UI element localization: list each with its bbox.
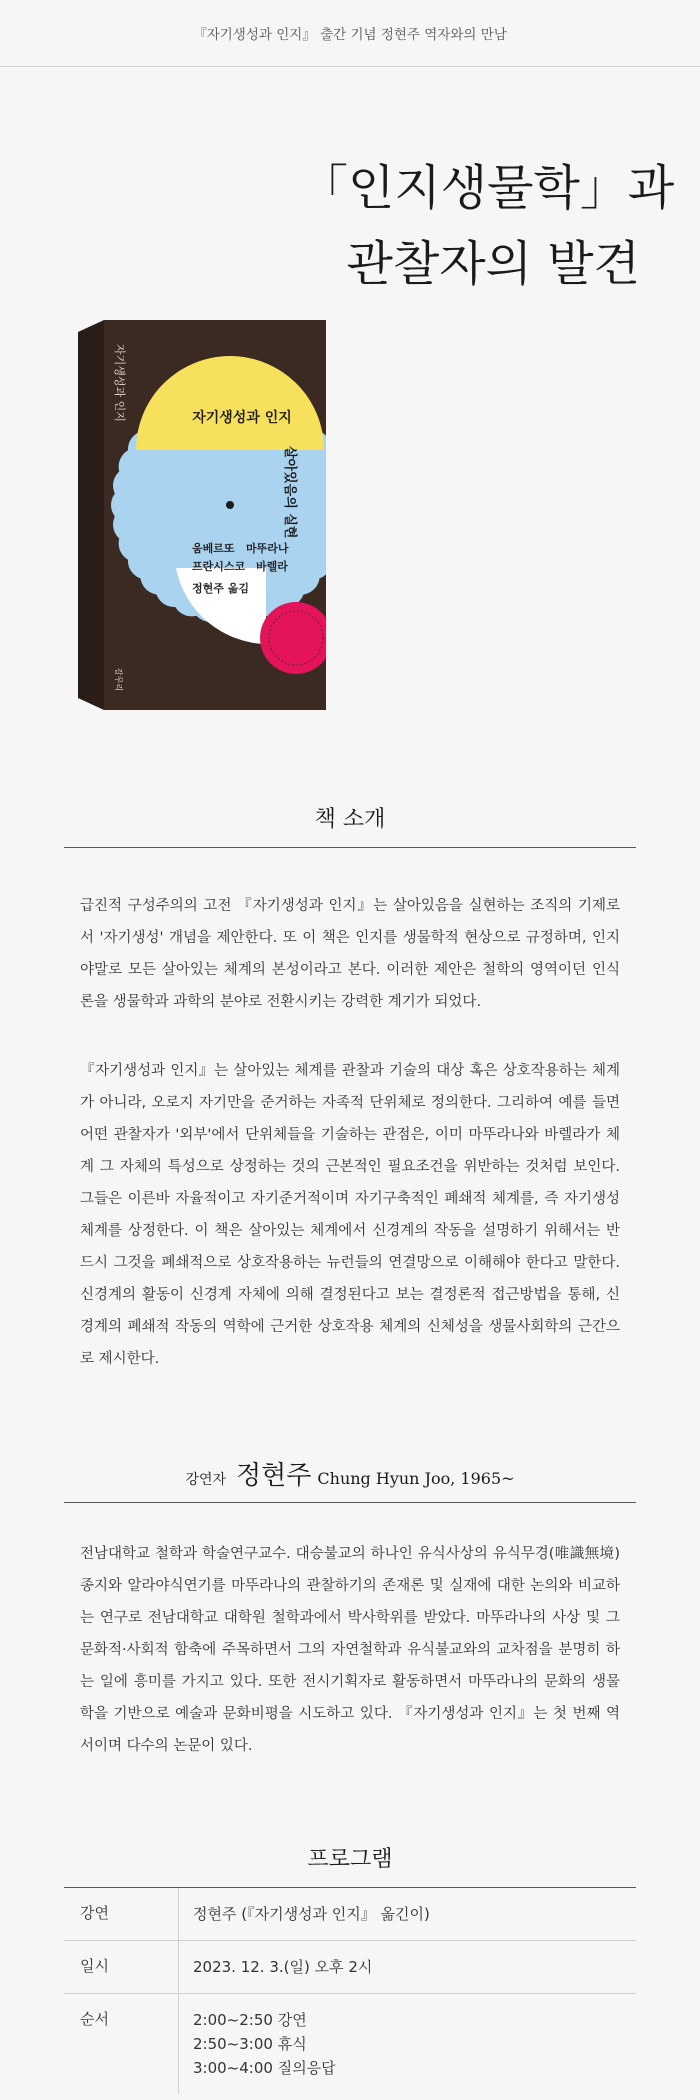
program-row-lecture (64, 1888, 636, 1941)
book-cover-image (78, 318, 328, 712)
program-row-date (64, 1941, 636, 1994)
program-label: 일시 (64, 1941, 179, 1994)
program-value: 2023. 12. 3.(일) 오후 2시 (179, 1941, 637, 1994)
schedule-line: 2:00~2:50 강연 (193, 2011, 307, 2029)
schedule-line: 3:00~4:00 질의응답 (193, 2059, 336, 2077)
author1-last: 마뚜라나 (246, 542, 289, 555)
hero-title-line1: 「인지생물학」과 (300, 160, 675, 216)
schedule-line: 2:50~3:00 휴식 (193, 2035, 307, 2053)
book-intro-paragraph-2: 『자기생성과 인지』는 살아있는 체계를 관찰과 기술의 대상 혹은 상호작용하는 체계가 아니라, 오로지 자기만을 준거하는 자족적 단위체로 정의한다. 그리하여 예를 들면 어떤 관찰자가 '외부'에서 단위체들을 기술하는 관점은, 이미 마뚜라나와 바렐라가 체계 그 자체의 특성으로 상정하는 것의 근본적인 필요조건을 위반하는 것처럼 보인다. 그들은 이른바 자율적이고 자기준거적이며 자기구축적인 폐쇄적 체계를, 즉 자기생성체계를 상정한다. 이 책은 살아있는 체계에서 신경계의 작동을 설명하기 위해서는 반드시 그것을 폐쇄적으로 상호작용하는 뉴런들의 연결망으로 이해해야 한다고 말한다. 신경계의 활동이 신경계 자체에 의해 결정된다고 보는 결정론적 접근방법을 통해, 신경계의 폐쇄적 작동의 역학에 근거한 상호작용 체계의 신체성을 생물사회학의 근간으로 제시한다. (80, 1063, 620, 1367)
program-label: 강연 (64, 1888, 179, 1941)
program-heading: 프로그램 (64, 1842, 636, 1888)
lecturer-bio: 전남대학교 철학과 학술연구교수. 대승불교의 하나인 유식사상의 유식무경(唯識無境) 종지와 알라야식연기를 마뚜라나의 관찰하기의 존재론 및 실재에 대한 논의와 비교하는 연구로 전남대학교 대학원 철학과에서 박사학위를 받았다. 마뚜라나의 사상 및 그 문화적·사회적 함축에 주목하면서 그의 자연철학과 유식불교와의 교차점을 분명히 하는 일에 흥미를 가지고 있다. 또한 전시기획자로 활동하면서 마뚜라나의 문화의 생물학을 기반으로 예술과 문화비평을 시도하고 있다. 『자기생성과 인지』는 첫 번째 역서이며 다수의 논문이 있다. (80, 1546, 620, 1754)
program-schedule (179, 1994, 637, 2095)
book-intro-paragraph-1: 급진적 구성주의의 고전 『자기생성과 인지』는 살아있음을 실현하는 조직의 기제로서 '자기생성' 개념을 제안한다. 또 이 책은 인지를 생물학적 현상으로 규정하며, 인지야말로 모든 살아있는 체계의 본성이라고 본다. 이러한 제안은 철학의 영역이던 인식론을 생물학과 과학의 분야로 전환시키는 강력한 계기가 되었다. (80, 898, 620, 1010)
author2-first: 프란시스코 (192, 560, 246, 573)
book-spine (78, 320, 104, 710)
lecturer-role-label: 강연자 (185, 1472, 227, 1488)
program-table (64, 1888, 636, 2094)
center-dot (226, 501, 234, 509)
lecturer-name-ko: 정현주 (236, 1461, 312, 1491)
event-title: 『자기생성과 인지』 출간 기념 정현주 역자와의 만남 (193, 27, 507, 43)
cover-title: 자기생성과 인지 (192, 410, 292, 426)
spine-title: 자기생성과 인지 (113, 344, 126, 422)
program-value: 정현주 (『자기생성과 인지』 옮긴이) (179, 1888, 637, 1941)
lecturer-name-en: Chung Hyun Joo, 1965~ (317, 1469, 515, 1488)
hero-title (300, 150, 675, 302)
lecturer-heading (64, 1455, 636, 1503)
program-label: 순서 (64, 1994, 179, 2095)
author1-first: 움베르또 (192, 542, 235, 555)
event-header (0, 0, 700, 67)
hero-title-line2: 관찰자의 발견 (346, 236, 640, 292)
translator-credit: 정현주 옮김 (192, 582, 249, 595)
book-intro-heading: 책 소개 (64, 802, 636, 848)
program-row-schedule (64, 1994, 636, 2095)
cover-publisher: 갈무리 (114, 668, 123, 692)
author2-last: 바렐라 (256, 560, 288, 573)
cover-subtitle: 살아있음의 실현 (282, 446, 297, 539)
